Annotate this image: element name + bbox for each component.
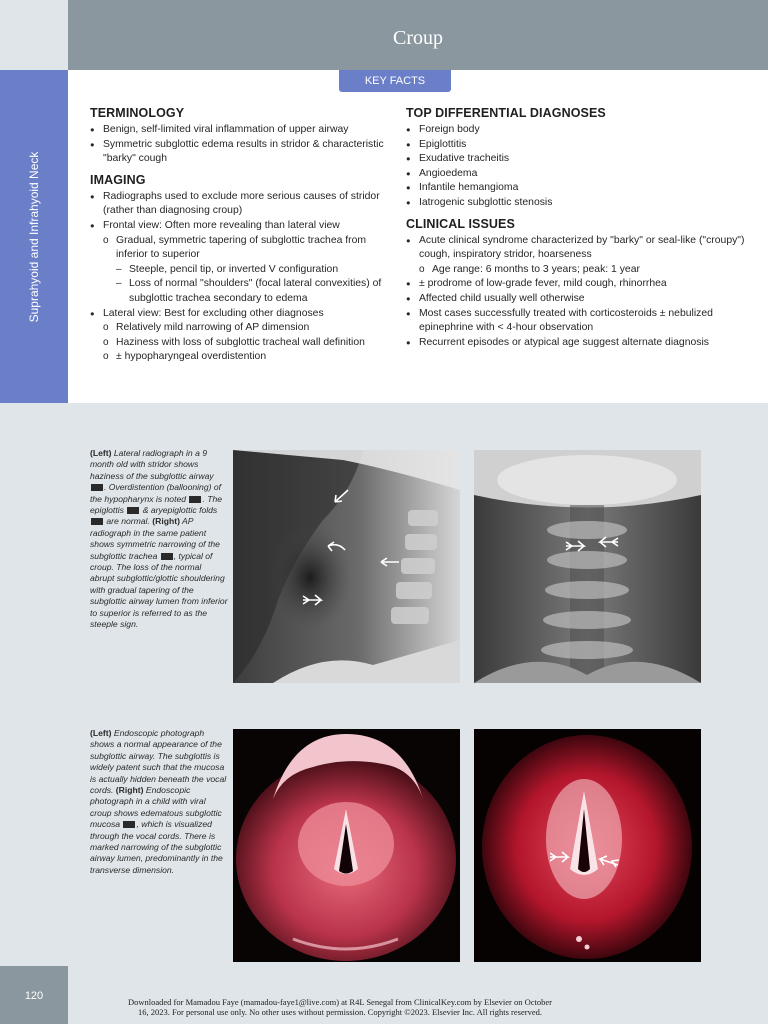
caption-text: Endoscopic photograph in a child with viral croup shows edematous subglottic mucosa [90,785,222,830]
page-number: 120 [24,990,44,1002]
figure-caption-radiographs [90,448,228,631]
arrow-symbol-icon [161,553,173,560]
list-item-text: Acute clinical syndrome characterized by "barky" or seal-like ("croupy") cough, inspiratory stridor, hoarseness [419,234,745,261]
caption-text: are normal. [104,516,153,527]
list-item: ● Symmetric subglottic edema results in stridor & characteristic "barky" cough [90,138,390,167]
terminology-list [90,123,390,167]
list-item: ● Exudative tracheitis [406,152,746,167]
list-item: ● Angioedema [406,167,746,182]
normal-endoscopy-image [233,729,460,962]
list-item [406,234,746,278]
sub-list-item [103,234,390,307]
list-item: ● Recurrent episodes or atypical age suggest alternate diagnosis [406,336,746,351]
croup-endoscopy-image [474,729,701,962]
sub-list-item: o Age range: 6 months to 3 years; peak: 1 year [419,263,746,278]
caption-text: , which is visualized through the vocal cords. There is marked narrowing of the subglottic airway lumen, predominantly in the transverse dimension. [90,819,223,875]
imaging-heading: IMAGING [90,172,146,187]
sub-sub-list [116,263,390,307]
imaging-list [90,190,390,365]
arrow-symbol-icon [123,821,135,828]
caption-text: , typical of croup. The loss of the normal abrupt subglottic/glottic shouldering with gradual tapering of the subglottic airway lumen from inferior to superior is referred to as the steeple sign. [90,550,228,630]
caption-text: Lateral radiograph in a 9 month old with stridor shows haziness of the subglottic airway [90,448,214,481]
sub-sub-list-item: – Steeple, pencil tip, or inverted V configuration [116,263,390,278]
key-facts-left-column [90,106,390,365]
list-item: ● Most cases successfully treated with corticosteroids ± nebulized epinephrine with < 4-hour observation [406,307,746,336]
arrow-symbol-icon [91,484,103,491]
list-item: ● Epiglottitis [406,138,746,153]
section-side-tab-label: Suprahyoid and Infrahyoid Neck [27,151,41,322]
differential-list [406,123,746,211]
page-title: Croup [393,27,443,49]
key-facts-badge: KEY FACTS [339,70,451,92]
chapter-header [68,0,768,70]
list-item [90,307,390,365]
sub-list [103,321,390,365]
sub-list-item: o Relatively mild narrowing of AP dimension [103,321,390,336]
list-item-text: Lateral view: Best for excluding other diagnoses [103,307,324,319]
ap-radiograph-image [474,450,701,683]
sub-list-item: o Haziness with loss of subglottic tracheal wall definition [103,336,390,351]
key-facts-right-column [406,106,746,350]
list-item-text: Radiographs used to exclude more serious causes of stridor (rather than diagnosing croup) [103,190,380,217]
list-item: ● Iatrogenic subglottic stenosis [406,196,746,211]
caption-left-tag: (Left) [90,448,112,458]
caption-right-tag: (Right) [115,785,144,796]
section-side-tab [0,70,68,403]
caption-text: Endoscopic photograph shows a normal appearance of the subglottic airway. The subglottis is widely patent such that the mucosa is actually hidden beneath the vocal cords. [90,728,227,796]
key-facts-panel [68,70,768,403]
terminology-heading: TERMINOLOGY [90,106,185,120]
top-left-block [0,0,68,70]
list-item-text: Frontal view: Often more revealing than lateral view [103,219,340,231]
differential-heading: TOP DIFFERENTIAL DIAGNOSES [406,106,606,120]
list-item [90,219,390,307]
list-item: ● Infantile hemangioma [406,181,746,196]
arrow-symbol-icon [127,507,139,514]
caption-text: AP radiograph in the same patient shows symmetric narrowing of the subglottic trachea [90,516,220,561]
caption-text: . The epiglottis [90,493,223,516]
list-item: ● Benign, self-limited viral inflammation of upper airway [90,123,390,138]
arrow-symbol-icon [91,518,103,525]
lateral-radiograph-image [233,450,460,683]
download-notice [110,998,570,1017]
sub-list-item: o ± hypopharyngeal overdistention [103,350,390,365]
list-item [90,190,390,219]
clinical-heading: CLINICAL ISSUES [406,216,515,231]
caption-right-tag: (Right) [152,516,180,527]
caption-text: . Overdistention (ballooning) of the hypopharynx is noted [90,482,222,504]
sub-list [419,263,746,278]
list-item: ● Affected child usually well otherwise [406,292,746,307]
list-item-text: Gradual, symmetric tapering of subglottic trachea from inferior to superior [116,234,367,261]
list-item: ● ± prodrome of low-grade fever, mild cough, rhinorrhea [406,277,746,292]
sub-list [103,234,390,307]
arrow-symbol-icon [189,496,201,503]
list-item: ● Foreign body [406,123,746,138]
caption-text: & aryepiglottic folds [140,505,218,516]
caption-left-tag: (Left) [90,728,112,738]
figure-caption-endoscopy [90,728,228,876]
clinical-list [406,234,746,351]
page-number-box [0,966,68,1024]
download-notice-line: Downloaded for Mamadou Faye (mamadou-faye1@live.com) at R4L Senegal from ClinicalKey.com by Elsevier on October [127,997,553,1007]
download-notice-line: 16, 2023. For personal use only. No other uses without permission. Copyright ©2023. Elsevier Inc. All rights reserved. [138,1006,542,1017]
sub-sub-list-item: – Loss of normal "shoulders" (focal lateral convexities) of subglottic trachea secondary to edema [116,277,390,306]
